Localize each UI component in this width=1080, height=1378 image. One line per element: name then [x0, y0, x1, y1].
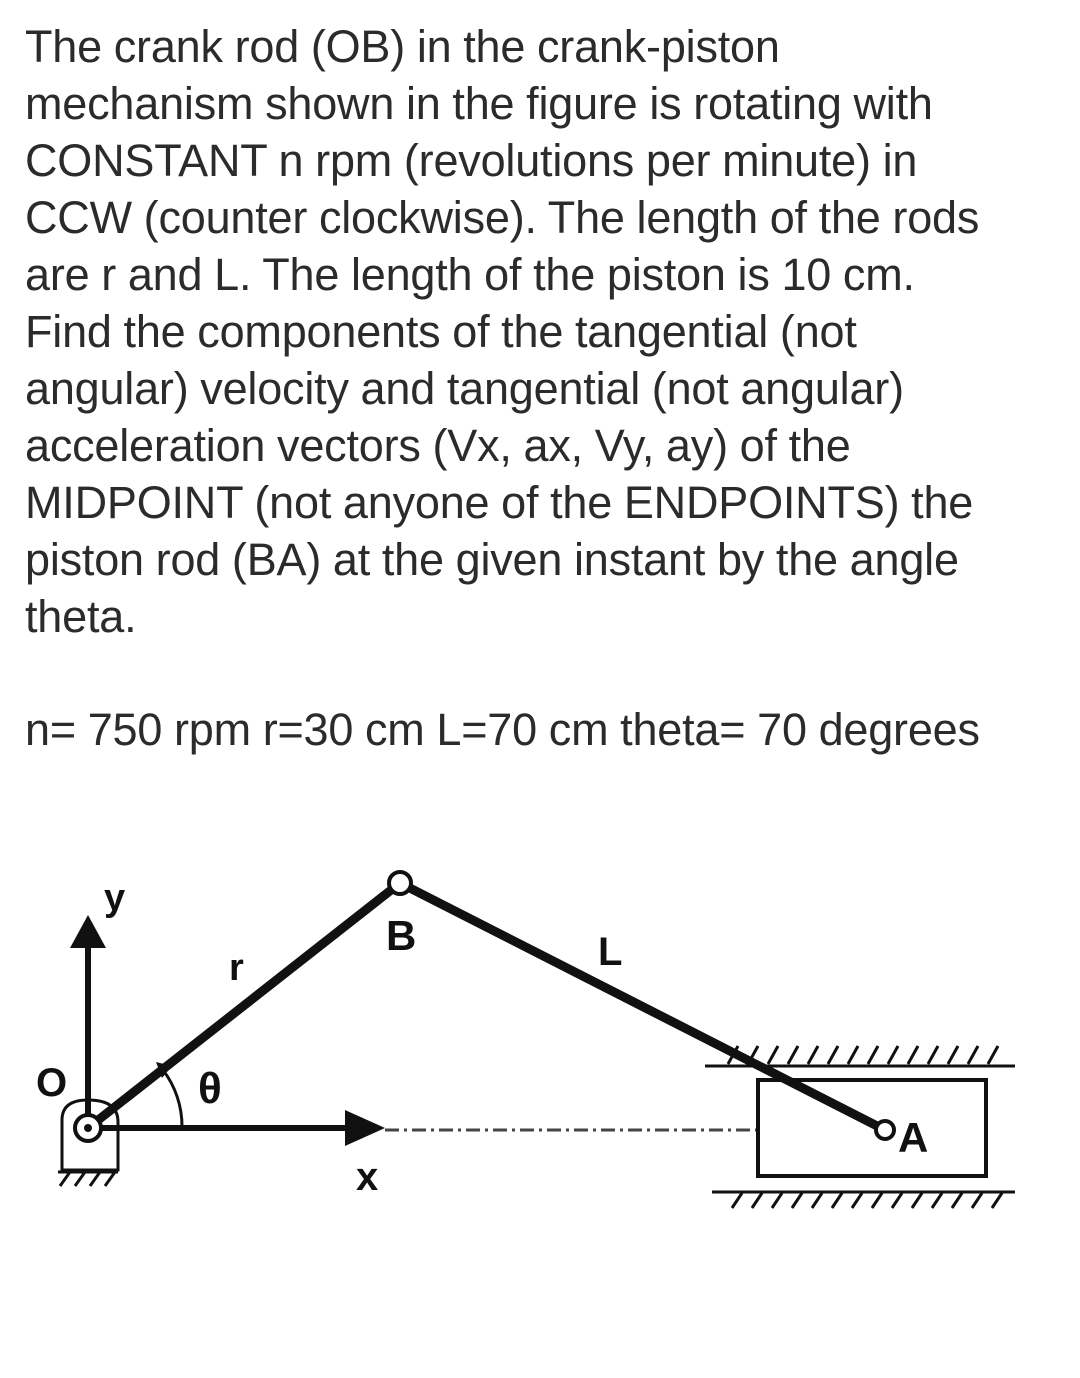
lower-guide	[712, 1192, 1015, 1208]
angle-arc	[163, 1070, 182, 1127]
problem-line: MIDPOINT (not anyone of the ENDPOINTS) the	[25, 477, 974, 528]
label-origin: O	[36, 1061, 68, 1105]
problem-line: Find the components of the tangential (not	[25, 306, 857, 357]
problem-line: angular) velocity and tangential (not angular)	[25, 363, 904, 414]
pivot-joint-o-center	[84, 1124, 92, 1132]
problem-line: The crank rod (OB) in the crank-piston	[25, 21, 780, 72]
label-rod-length: L	[598, 930, 623, 974]
crank-rod	[88, 883, 400, 1128]
joint-b	[389, 872, 411, 894]
crank-piston-diagram	[0, 850, 1080, 1230]
problem-line: acceleration vectors (Vx, ax, Vy, ay) of the	[25, 420, 851, 471]
joint-a	[876, 1121, 894, 1139]
pivot-ground-hatch	[58, 1172, 118, 1186]
given-values: n= 750 rpm r=30 cm L=70 cm theta= 70 degrees	[25, 704, 980, 755]
label-crank-length: r	[229, 947, 244, 989]
y-axis-arrowhead	[70, 915, 106, 948]
label-y-axis: y	[104, 877, 126, 919]
problem-line: CCW (counter clockwise). The length of the rods	[25, 192, 980, 243]
x-axis-arrowhead	[345, 1110, 385, 1146]
label-piston-end: A	[898, 1114, 929, 1161]
problem-line: CONSTANT n rpm (revolutions per minute) in	[25, 135, 918, 186]
problem-line: are r and L. The length of the piston is 10 cm.	[25, 249, 915, 300]
problem-line: piston rod (BA) at the given instant by the angle	[25, 534, 959, 585]
problem-line: theta.	[25, 591, 137, 642]
problem-line: mechanism shown in the figure is rotating with	[25, 78, 933, 129]
label-angle: θ	[198, 1064, 222, 1113]
label-joint-b: B	[386, 912, 417, 959]
problem-statement	[25, 18, 1070, 645]
connecting-rod	[400, 883, 885, 1130]
label-x-axis: x	[356, 1155, 379, 1199]
